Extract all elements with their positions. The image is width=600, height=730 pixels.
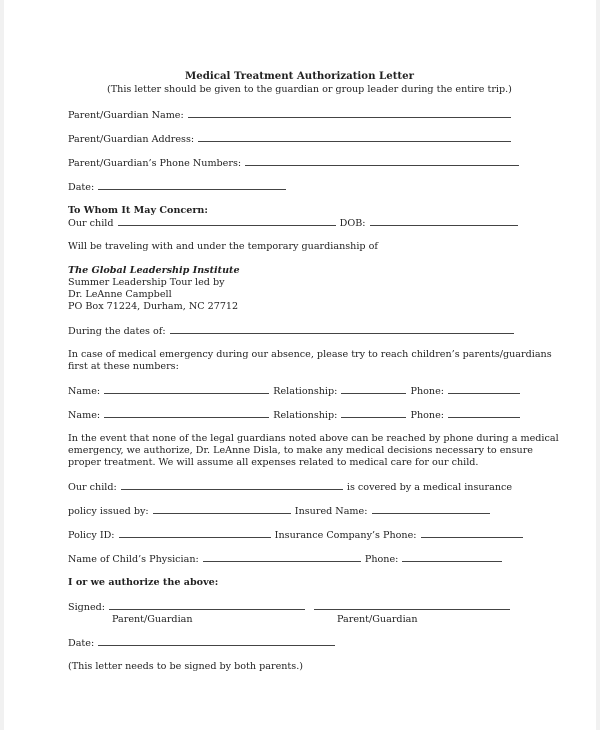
- insurance-covered-text: is covered by a medical insurance: [346, 482, 513, 493]
- traveling-text: Will be traveling with and under the temporary guardianship of: [68, 241, 378, 252]
- contact-2-relationship-field[interactable]: [341, 408, 406, 418]
- event-line-3: proper treatment. We will assume all expenses related to medical care for our child.: [68, 457, 479, 468]
- our-child-label: Our child: [68, 218, 114, 229]
- insurance-child-row: [68, 480, 512, 494]
- child-dob-row: [68, 216, 519, 230]
- physician-phone-label: Phone:: [364, 554, 399, 565]
- page-title: Medical Treatment Authorization Letter: [185, 70, 414, 82]
- physician-field[interactable]: [203, 552, 361, 562]
- signature-1-caption: Parent/Guardian: [112, 614, 193, 625]
- contact-1-phone-field[interactable]: [448, 384, 520, 394]
- institute-line-1: Summer Leadership Tour led by: [68, 277, 225, 288]
- contact-1-phone-label: Phone:: [410, 386, 444, 397]
- policy-id-row: [68, 528, 524, 542]
- company-phone-label: Insurance Company’s Phone:: [274, 530, 417, 541]
- physician-phone-field[interactable]: [402, 552, 502, 562]
- parent-address-label: Parent/Guardian Address:: [68, 134, 195, 145]
- physician-label: Name of Child’s Physician:: [68, 554, 199, 565]
- page-left-edge: [0, 0, 4, 730]
- contact-2-phone-label: Phone:: [410, 410, 444, 421]
- physician-row: [68, 552, 503, 566]
- institute-line-3: PO Box 71224, Durham, NC 27712: [68, 301, 239, 312]
- page-subtitle: (This letter should be given to the guardian or group leader during the entire trip.): [107, 84, 512, 95]
- authorization-letter: [68, 0, 559, 730]
- signed-label: Signed:: [68, 602, 106, 613]
- company-phone-field[interactable]: [421, 528, 523, 538]
- contact-1-name-field[interactable]: [104, 384, 269, 394]
- insurance-child-field[interactable]: [121, 480, 343, 490]
- dob-field[interactable]: [370, 216, 518, 226]
- date-label: Date:: [68, 182, 95, 193]
- parent-name-field[interactable]: [188, 108, 511, 118]
- authorize-heading: I or we authorize the above:: [68, 577, 219, 588]
- policy-id-label: Policy ID:: [68, 530, 115, 541]
- contact-1-relationship-label: Relationship:: [273, 386, 338, 397]
- contact-2-phone-field[interactable]: [448, 408, 520, 418]
- parent-phone-label: Parent/Guardian’s Phone Numbers:: [68, 158, 242, 169]
- contact-2-name-label: Name:: [68, 410, 101, 421]
- insured-name-label: Insured Name:: [294, 506, 368, 517]
- dob-label: DOB:: [339, 218, 366, 229]
- sign-date-row: [68, 636, 336, 650]
- parent-name-label: Parent/Guardian Name:: [68, 110, 184, 121]
- page-right-edge: [596, 0, 600, 730]
- sign-date-label: Date:: [68, 638, 95, 649]
- policy-id-field[interactable]: [119, 528, 271, 538]
- parent-phone-row: [68, 156, 520, 170]
- parent-phone-field[interactable]: [245, 156, 519, 166]
- institute-name: The Global Leadership Institute: [68, 265, 240, 276]
- contact-1-relationship-field[interactable]: [341, 384, 406, 394]
- parent-name-row: [68, 108, 512, 122]
- child-name-field[interactable]: [118, 216, 336, 226]
- signature-2-caption: Parent/Guardian: [337, 614, 418, 625]
- contact-1-name-label: Name:: [68, 386, 101, 397]
- institute-line-2: Dr. LeAnne Campbell: [68, 289, 172, 300]
- event-line-1: In the event that none of the legal guardians noted above can be reached by phone during a medical: [68, 433, 559, 444]
- dates-field[interactable]: [170, 324, 514, 334]
- date-field[interactable]: [98, 180, 286, 190]
- insured-name-field[interactable]: [372, 504, 490, 514]
- to-whom-heading: To Whom It May Concern:: [68, 205, 208, 216]
- policy-issued-label: policy issued by:: [68, 506, 149, 517]
- footer-note: (This letter needs to be signed by both parents.): [68, 661, 303, 672]
- event-line-2: emergency, we authorize, Dr. LeAnne Disla, to make any medical decisions necessary to ensure: [68, 445, 533, 456]
- dates-row: [68, 324, 515, 338]
- policy-issued-field[interactable]: [153, 504, 291, 514]
- contact-row-1: [68, 384, 521, 398]
- contact-row-2: [68, 408, 521, 422]
- dates-label: During the dates of:: [68, 326, 166, 337]
- parent-address-row: [68, 132, 512, 146]
- insurance-child-label: Our child:: [68, 482, 117, 493]
- emergency-line-1: In case of medical emergency during our absence, please try to reach children’s parents/guardians: [68, 349, 552, 360]
- signature-row: [68, 600, 511, 614]
- emergency-line-2: first at these numbers:: [68, 361, 179, 372]
- date-row: [68, 180, 287, 194]
- policy-issued-row: [68, 504, 491, 518]
- contact-2-name-field[interactable]: [104, 408, 269, 418]
- sign-date-field[interactable]: [98, 636, 335, 646]
- contact-2-relationship-label: Relationship:: [273, 410, 338, 421]
- signature-2-field[interactable]: [314, 600, 510, 610]
- signature-1-field[interactable]: [109, 600, 305, 610]
- parent-address-field[interactable]: [198, 132, 511, 142]
